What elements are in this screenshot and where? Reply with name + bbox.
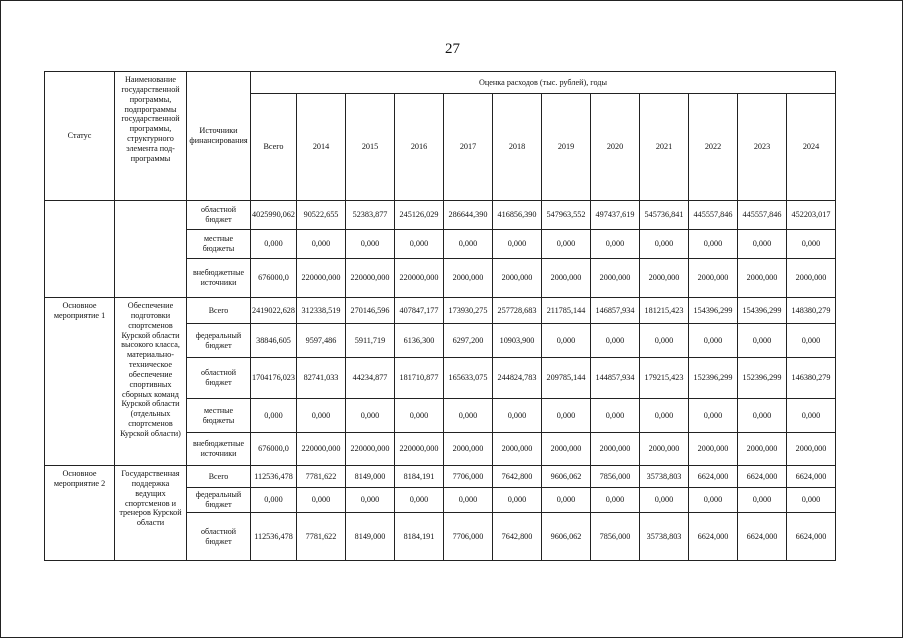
value-cell: 0,000 — [395, 488, 444, 513]
value-cell: 2000,000 — [738, 433, 787, 466]
value-cell: 9597,486 — [297, 324, 346, 358]
value-cell: 2000,000 — [640, 433, 689, 466]
value-cell: 112536,478 — [251, 513, 297, 561]
table-row — [45, 201, 836, 230]
source-cell: федеральный бюджет — [187, 488, 251, 513]
year-header: 2019 — [542, 94, 591, 201]
value-cell: 7706,000 — [444, 513, 493, 561]
source-cell: Всего — [187, 298, 251, 324]
value-cell: 8149,000 — [346, 513, 395, 561]
value-cell: 0,000 — [640, 488, 689, 513]
value-cell: 154396,299 — [689, 298, 738, 324]
value-cell: 0,000 — [738, 399, 787, 433]
status-cell: Основное мероприятие 1 — [45, 298, 115, 466]
value-cell: 676000,0 — [251, 259, 297, 298]
sources-header: Источники финансирования — [187, 72, 251, 201]
value-cell: 547963,552 — [542, 201, 591, 230]
value-cell: 6624,000 — [738, 466, 787, 488]
value-cell: 6624,000 — [689, 513, 738, 561]
value-cell: 7856,000 — [591, 513, 640, 561]
value-cell: 0,000 — [395, 399, 444, 433]
value-cell: 2000,000 — [493, 259, 542, 298]
value-cell: 407847,177 — [395, 298, 444, 324]
value-cell: 179215,423 — [640, 358, 689, 399]
value-cell: 286644,390 — [444, 201, 493, 230]
value-cell: 0,000 — [787, 324, 836, 358]
value-cell: 0,000 — [251, 230, 297, 259]
table-row — [45, 298, 836, 324]
value-cell: 0,000 — [738, 230, 787, 259]
value-cell: 270146,596 — [346, 298, 395, 324]
value-cell: 0,000 — [591, 488, 640, 513]
value-cell: 0,000 — [738, 488, 787, 513]
value-cell: 6136,300 — [395, 324, 444, 358]
value-cell: 8149,000 — [346, 466, 395, 488]
source-cell: внебюджетные источники — [187, 433, 251, 466]
value-cell: 82741,033 — [297, 358, 346, 399]
value-cell: 112536,478 — [251, 466, 297, 488]
value-cell: 10903,900 — [493, 324, 542, 358]
value-cell: 2000,000 — [493, 433, 542, 466]
value-cell: 0,000 — [542, 399, 591, 433]
value-cell: 0,000 — [297, 399, 346, 433]
value-cell: 0,000 — [689, 399, 738, 433]
value-cell: 8184,191 — [395, 466, 444, 488]
value-cell: 2000,000 — [542, 433, 591, 466]
value-cell: 0,000 — [542, 324, 591, 358]
value-cell: 44234,877 — [346, 358, 395, 399]
value-cell: 220000,000 — [395, 259, 444, 298]
value-cell: 9606,062 — [542, 513, 591, 561]
value-cell: 545736,841 — [640, 201, 689, 230]
value-cell: 220000,000 — [346, 259, 395, 298]
value-cell: 154396,299 — [738, 298, 787, 324]
value-cell: 0,000 — [346, 399, 395, 433]
value-cell: 0,000 — [297, 488, 346, 513]
value-cell: 165633,075 — [444, 358, 493, 399]
value-cell: 35738,803 — [640, 513, 689, 561]
source-cell: областной бюджет — [187, 358, 251, 399]
value-cell: 211785,144 — [542, 298, 591, 324]
value-cell: 0,000 — [493, 230, 542, 259]
value-cell: 1704176,023 — [251, 358, 297, 399]
value-cell: 220000,000 — [297, 259, 346, 298]
value-cell: 2000,000 — [444, 433, 493, 466]
value-cell: 0,000 — [640, 324, 689, 358]
value-cell: 0,000 — [346, 488, 395, 513]
value-cell: 90522,655 — [297, 201, 346, 230]
value-cell: 0,000 — [689, 488, 738, 513]
year-header: 2014 — [297, 94, 346, 201]
year-header: 2024 — [787, 94, 836, 201]
value-cell: 0,000 — [251, 399, 297, 433]
value-cell: 0,000 — [787, 230, 836, 259]
value-cell: 0,000 — [542, 230, 591, 259]
value-cell: 445557,846 — [738, 201, 787, 230]
value-cell: 2000,000 — [591, 259, 640, 298]
value-cell: 220000,000 — [297, 433, 346, 466]
value-cell: 7781,622 — [297, 466, 346, 488]
value-cell: 2000,000 — [738, 259, 787, 298]
value-cell: 6624,000 — [738, 513, 787, 561]
value-cell: 7642,800 — [493, 513, 542, 561]
value-cell: 0,000 — [346, 230, 395, 259]
value-cell: 148380,279 — [787, 298, 836, 324]
value-cell: 9606,062 — [542, 466, 591, 488]
year-header: 2017 — [444, 94, 493, 201]
value-cell: 173930,275 — [444, 298, 493, 324]
value-cell: 0,000 — [251, 488, 297, 513]
source-cell: местные бюджеты — [187, 230, 251, 259]
value-cell: 2000,000 — [640, 259, 689, 298]
value-cell: 0,000 — [787, 488, 836, 513]
value-cell: 35738,803 — [640, 466, 689, 488]
value-cell: 0,000 — [640, 230, 689, 259]
page-number: 27 — [445, 41, 460, 57]
value-cell: 2000,000 — [787, 259, 836, 298]
source-cell: областной бюджет — [187, 513, 251, 561]
value-cell: 244824,783 — [493, 358, 542, 399]
value-cell: 416856,390 — [493, 201, 542, 230]
value-cell: 0,000 — [444, 230, 493, 259]
value-cell: 0,000 — [493, 399, 542, 433]
value-cell: 7856,000 — [591, 466, 640, 488]
value-cell: 4025990,062 — [251, 201, 297, 230]
value-cell: 6624,000 — [787, 466, 836, 488]
name-cell: Государственная поддержка ведущих спортсменов и тренеров Курской области — [115, 466, 187, 561]
value-cell: 7781,622 — [297, 513, 346, 561]
year-header: 2022 — [689, 94, 738, 201]
year-header: 2023 — [738, 94, 787, 201]
value-cell: 257728,683 — [493, 298, 542, 324]
year-header: 2018 — [493, 94, 542, 201]
value-cell: 2419022,628 — [251, 298, 297, 324]
value-cell: 144857,934 — [591, 358, 640, 399]
value-cell: 2000,000 — [689, 259, 738, 298]
value-cell: 52383,877 — [346, 201, 395, 230]
value-cell: 452203,017 — [787, 201, 836, 230]
value-cell: 0,000 — [395, 230, 444, 259]
value-cell: 497437,619 — [591, 201, 640, 230]
year-header: 2020 — [591, 94, 640, 201]
value-cell: 0,000 — [591, 399, 640, 433]
value-cell: 220000,000 — [395, 433, 444, 466]
value-cell: 2000,000 — [591, 433, 640, 466]
name-cell: Обеспечение подготовки спортсменов Курской области высокого класса, материально-техническое обеспечение спортивных сборных команд Курской области (отдельных спортсменов Курской области) — [115, 298, 187, 466]
expense-table — [44, 71, 836, 561]
value-cell: 0,000 — [689, 324, 738, 358]
estimate-header: Оценка расходов (тыс. рублей), годы — [251, 72, 836, 94]
year-header: 2021 — [640, 94, 689, 201]
value-cell: 0,000 — [591, 230, 640, 259]
value-cell: 0,000 — [738, 324, 787, 358]
value-cell: 7642,800 — [493, 466, 542, 488]
value-cell: 6297,200 — [444, 324, 493, 358]
value-cell: 0,000 — [591, 324, 640, 358]
value-cell: 6624,000 — [689, 466, 738, 488]
value-cell: 0,000 — [493, 488, 542, 513]
value-cell: 676000,0 — [251, 433, 297, 466]
name-cell — [115, 201, 187, 298]
source-cell: внебюджетные источники — [187, 259, 251, 298]
value-cell: 2000,000 — [787, 433, 836, 466]
value-cell: 312338,519 — [297, 298, 346, 324]
value-cell: 0,000 — [542, 488, 591, 513]
value-cell: 0,000 — [297, 230, 346, 259]
value-cell: 2000,000 — [689, 433, 738, 466]
value-cell: 0,000 — [640, 399, 689, 433]
value-cell: 146857,934 — [591, 298, 640, 324]
value-cell: 7706,000 — [444, 466, 493, 488]
name-header: Наименование государственной программы, подпрограммы государственной программы, структурного элемента под-программы — [115, 72, 187, 201]
year-header: Всего — [251, 94, 297, 201]
value-cell: 220000,000 — [346, 433, 395, 466]
value-cell: 2000,000 — [542, 259, 591, 298]
value-cell: 38846,605 — [251, 324, 297, 358]
value-cell: 245126,029 — [395, 201, 444, 230]
value-cell: 6624,000 — [787, 513, 836, 561]
value-cell: 0,000 — [444, 488, 493, 513]
value-cell: 5911,719 — [346, 324, 395, 358]
value-cell: 181215,423 — [640, 298, 689, 324]
value-cell: 181710,877 — [395, 358, 444, 399]
year-header: 2015 — [346, 94, 395, 201]
source-cell: местные бюджеты — [187, 399, 251, 433]
value-cell: 152396,299 — [738, 358, 787, 399]
value-cell: 146380,279 — [787, 358, 836, 399]
value-cell: 2000,000 — [444, 259, 493, 298]
status-header: Статус — [45, 72, 115, 201]
value-cell: 0,000 — [787, 399, 836, 433]
year-header: 2016 — [395, 94, 444, 201]
status-cell: Основное мероприятие 2 — [45, 466, 115, 561]
source-cell: федеральный бюджет — [187, 324, 251, 358]
source-cell: областной бюджет — [187, 201, 251, 230]
value-cell: 209785,144 — [542, 358, 591, 399]
value-cell: 0,000 — [689, 230, 738, 259]
value-cell: 8184,191 — [395, 513, 444, 561]
value-cell: 0,000 — [444, 399, 493, 433]
source-cell: Всего — [187, 466, 251, 488]
value-cell: 152396,299 — [689, 358, 738, 399]
value-cell: 445557,846 — [689, 201, 738, 230]
status-cell — [45, 201, 115, 298]
table-row — [45, 466, 836, 488]
